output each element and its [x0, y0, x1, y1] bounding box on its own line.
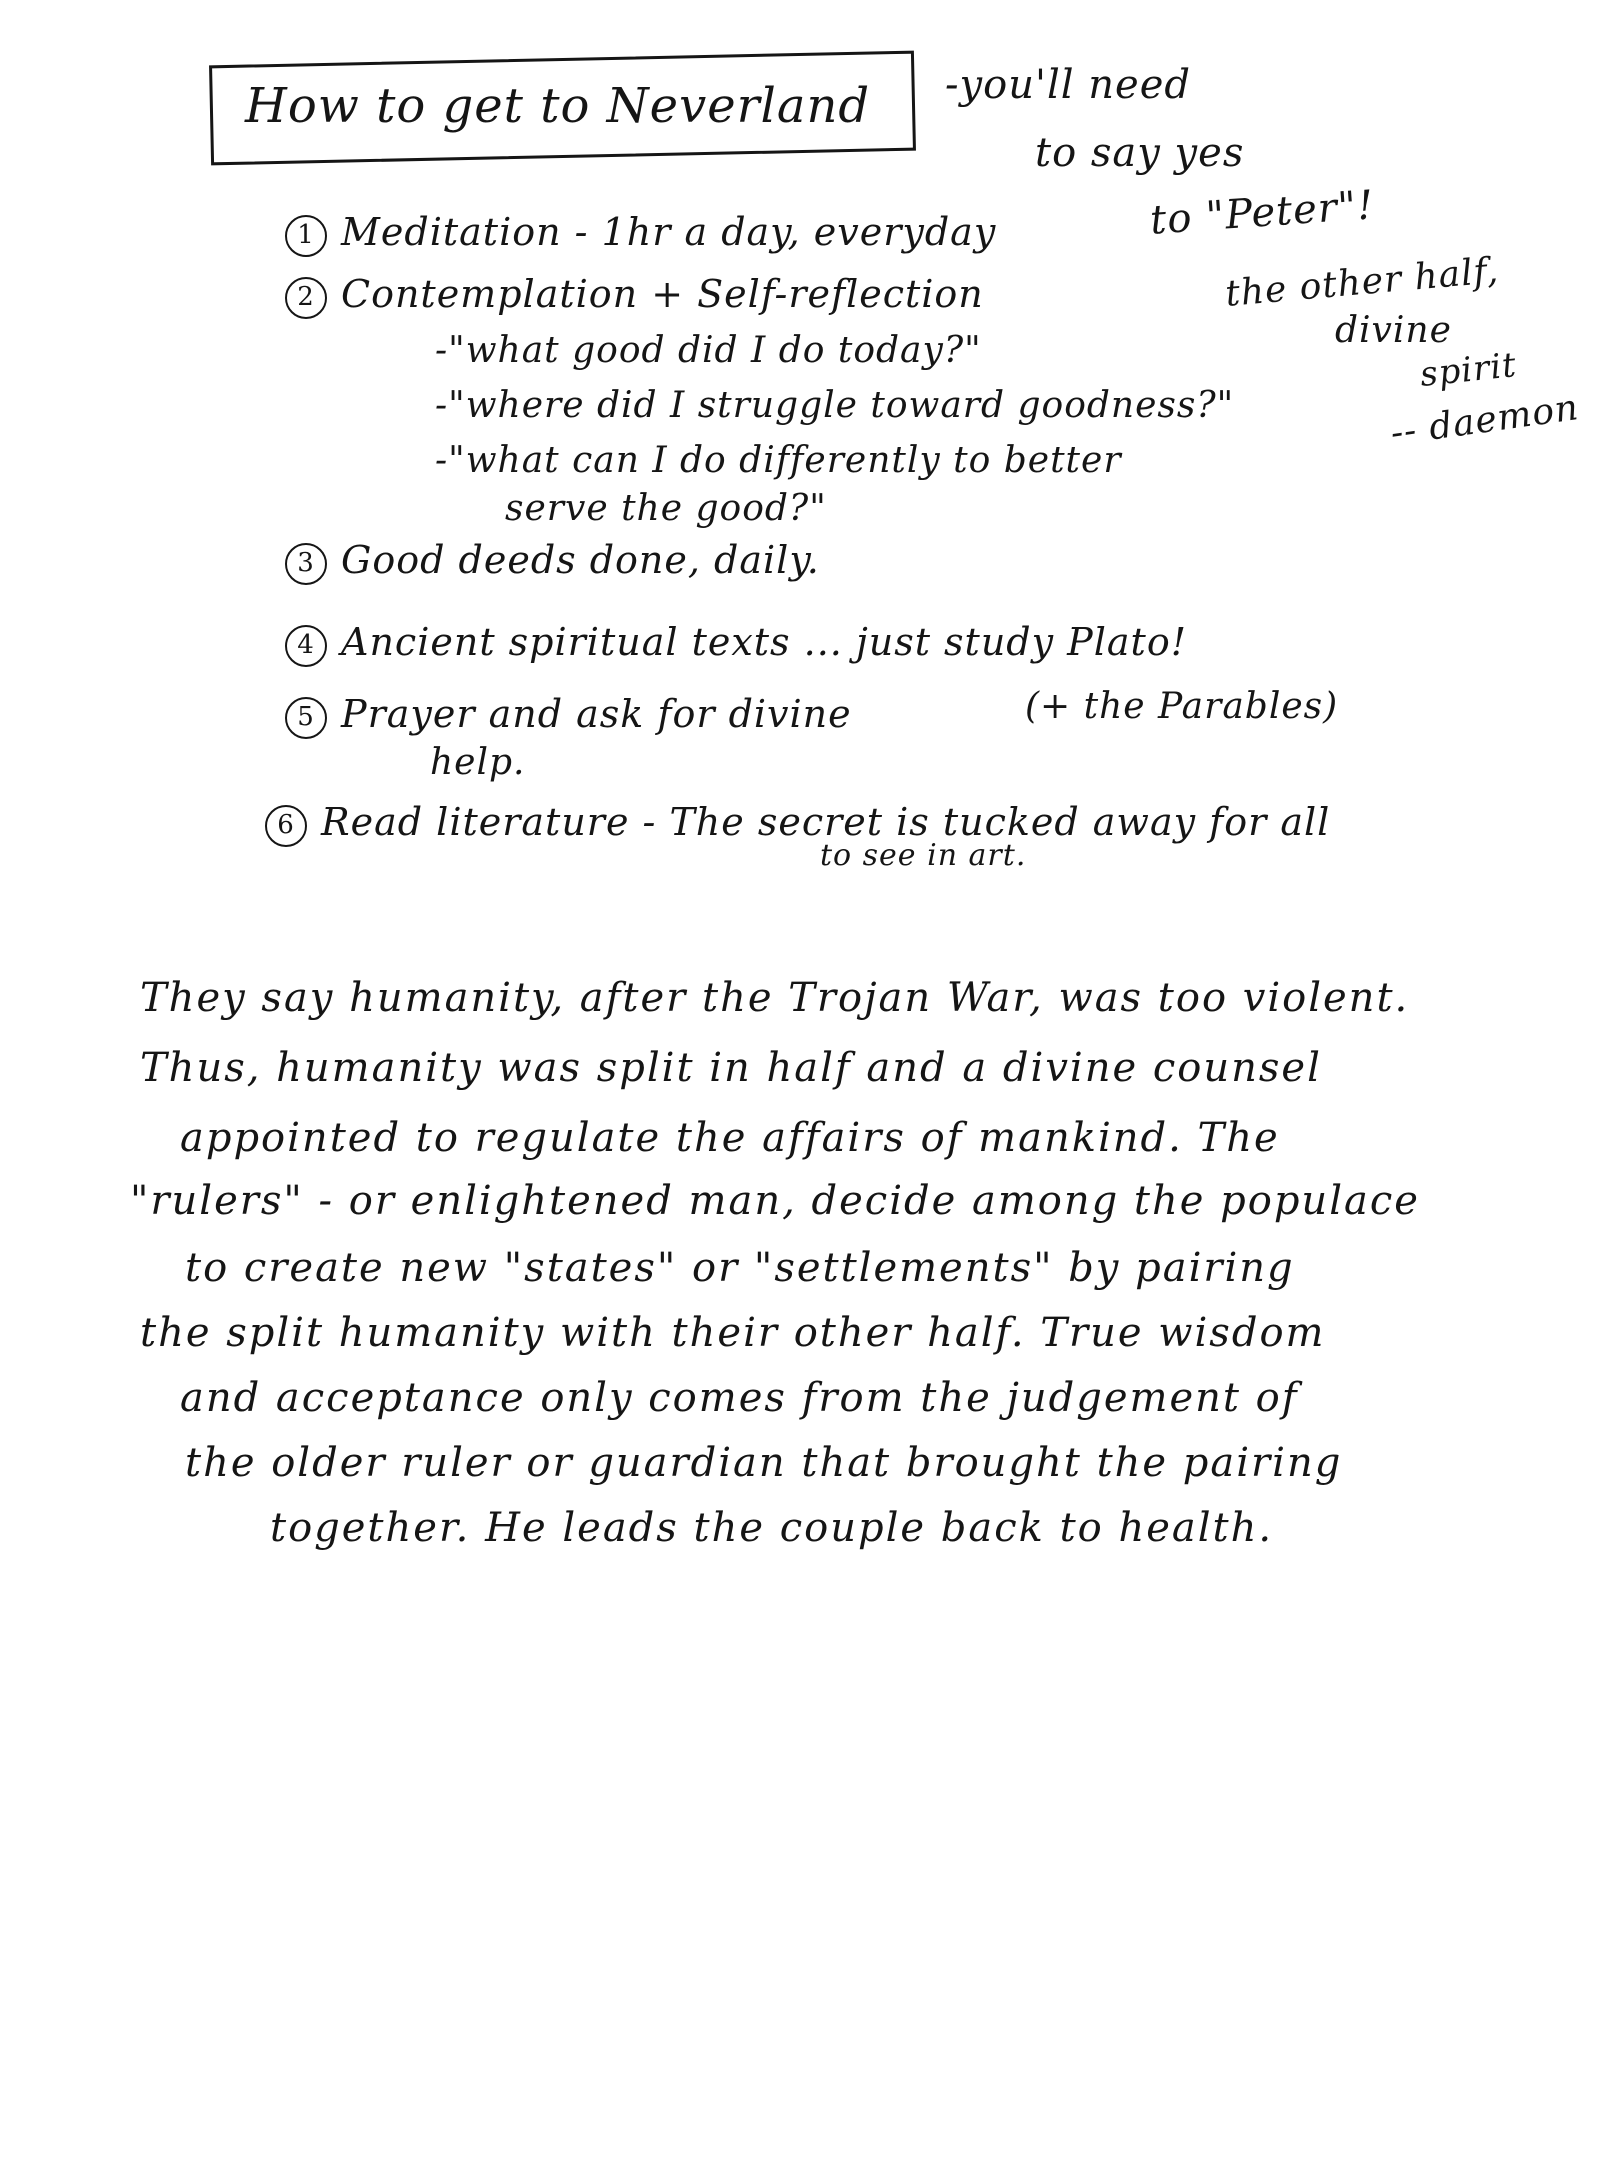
margin-note-line-4: -- daemon	[1388, 387, 1582, 454]
margin-note-line-2: divine	[1335, 310, 1452, 351]
list-number: 1	[285, 215, 327, 257]
list-item-6-cont: to see in art.	[820, 838, 1027, 873]
paragraph-line: the older ruler or guardian that brought the pairing	[185, 1440, 1343, 1486]
list-item-5-cont: help.	[430, 742, 526, 783]
paragraph-line: They say humanity, after the Trojan War, was too violent.	[140, 975, 1410, 1021]
list-item	[285, 538, 820, 585]
paragraph-line: to create new "states" or "settlements" by pairing	[185, 1245, 1295, 1291]
list-item-text: Ancient spiritual texts ... just study Plato!	[341, 620, 1187, 664]
list-number: 2	[285, 277, 327, 319]
list-item-text: Read literature - The secret is tucked away for all	[321, 800, 1331, 844]
reflection-question-1: -"what good did I do today?"	[435, 330, 982, 371]
list-item	[285, 210, 996, 257]
list-number: 5	[285, 697, 327, 739]
paragraph-line: and acceptance only comes from the judgement of	[180, 1375, 1299, 1421]
list-item	[285, 620, 1187, 667]
paragraph-line: appointed to regulate the affairs of mankind. The	[180, 1115, 1280, 1161]
list-item	[285, 272, 984, 319]
side-note-line-3: to "Peter"!	[1148, 182, 1376, 244]
margin-note-line-3: spirit	[1418, 345, 1519, 395]
list-item-text: Prayer and ask for divine	[341, 692, 852, 736]
side-note-line-1: -you'll need	[945, 62, 1191, 108]
paragraph-line: "rulers" - or enlightened man, decide among the populace	[130, 1178, 1420, 1224]
side-note-line-2: to say yes	[1035, 130, 1245, 176]
reflection-question-3: -"what can I do differently to better	[435, 440, 1122, 481]
list-item-text: Meditation - 1hr a day, everyday	[341, 210, 997, 254]
page-title: How to get to Neverland	[245, 78, 871, 134]
list-item	[265, 800, 1330, 847]
parables-note: (+ the Parables)	[1025, 686, 1339, 727]
reflection-question-2: -"where did I struggle toward goodness?"	[435, 385, 1235, 426]
list-item-text: Good deeds done, daily.	[341, 538, 820, 582]
reflection-question-3-cont: serve the good?"	[505, 488, 827, 529]
paragraph-line: Thus, humanity was split in half and a divine counsel	[140, 1045, 1322, 1091]
list-item-text: Contemplation + Self-reflection	[341, 272, 984, 316]
paragraph-line: the split humanity with their other half. True wisdom	[140, 1310, 1326, 1356]
list-number: 6	[265, 805, 307, 847]
paragraph-line: together. He leads the couple back to health.	[270, 1505, 1274, 1551]
margin-note-line-1: the other half,	[1223, 250, 1501, 315]
list-item	[285, 692, 852, 739]
list-number: 3	[285, 543, 327, 585]
list-number: 4	[285, 625, 327, 667]
